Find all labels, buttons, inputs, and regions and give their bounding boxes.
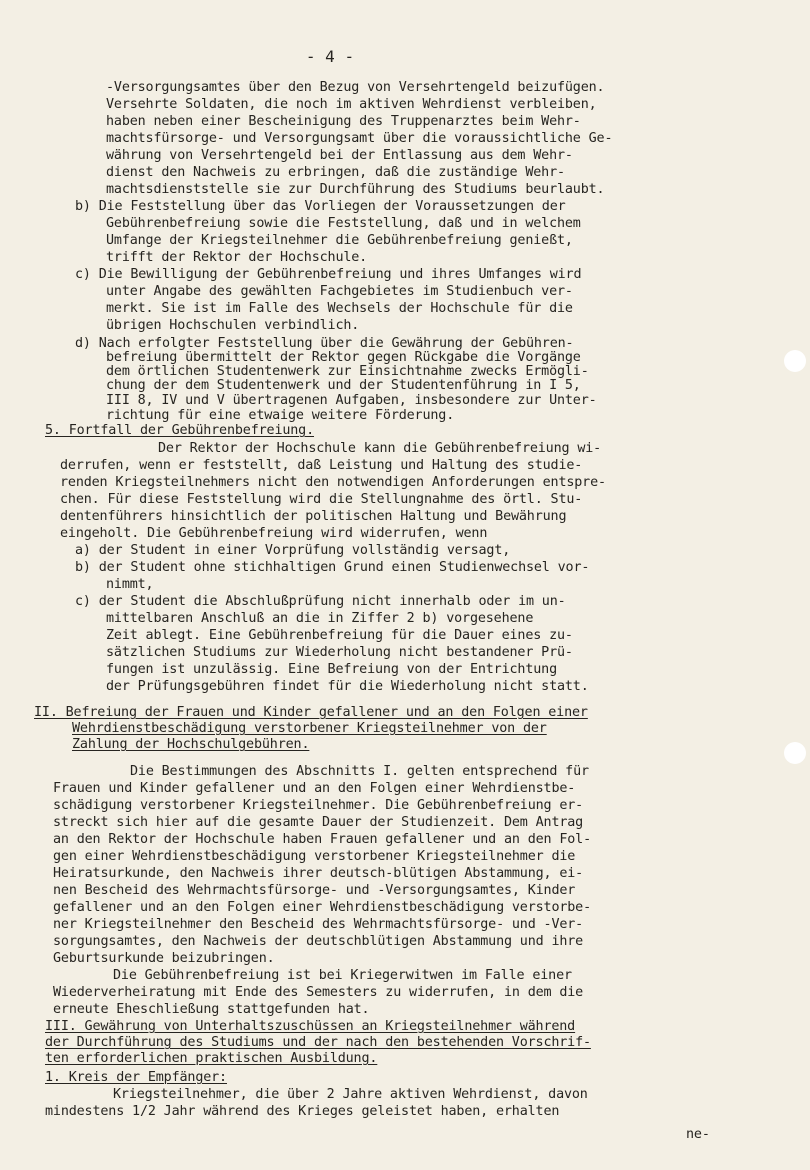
text-line: erneute Eheschließung stattgefunden hat. xyxy=(53,1002,370,1017)
section-heading: III. Gewährung von Unterhaltszuschüssen an Kriegsteilnehmer während xyxy=(45,1019,576,1034)
text-line: eingeholt. Die Gebührenbefreiung wird widerrufen, wenn xyxy=(60,526,488,541)
text-line: haben neben einer Bescheinigung des Truppenarztes beim Wehr- xyxy=(106,114,581,129)
section-heading: Wehrdienstbeschädigung verstorbener Kriegsteilnehmer von der xyxy=(72,721,547,736)
section-heading: II. Befreiung der Frauen und Kinder gefallener und an den Folgen einer xyxy=(34,705,588,720)
text-line: Versehrte Soldaten, die noch im aktiven Wehrdienst verbleiben, xyxy=(106,97,597,112)
text-line: chen. Für diese Feststellung wird die Stellungnahme des örtl. Stu- xyxy=(60,492,583,507)
text-line: dienst den Nachweis zu erbringen, daß die zuständige Wehr- xyxy=(106,165,565,180)
text-line: merkt. Sie ist im Falle des Wechsels der Hochschule für die xyxy=(106,301,573,316)
text-line: machtsfürsorge- und Versorgungsamt über die voraussichtliche Ge- xyxy=(106,131,613,146)
section-heading: Zahlung der Hochschulgebühren. xyxy=(72,737,310,752)
text-line: c) Die Bewilligung der Gebührenbefreiung und ihres Umfanges wird xyxy=(75,267,582,282)
text-line: dem örtlichen Studentenwerk zur Einsichtnahme zwecks Ermögli- xyxy=(106,364,589,379)
text-line: b) der Student ohne stichhaltigen Grund einen Studienwechsel vor- xyxy=(75,560,590,575)
section-heading: 5. Fortfall der Gebührenbefreiung. xyxy=(45,423,315,438)
text-line: trifft der Rektor der Hochschule. xyxy=(106,250,368,265)
text-line: fungen ist unzulässig. Eine Befreiung von der Entrichtung xyxy=(106,662,557,677)
text-line: befreiung übermittelt der Rektor gegen Rückgabe die Vorgänge xyxy=(106,350,581,365)
text-line: mindestens 1/2 Jahr während des Krieges geleistet haben, erhalten xyxy=(45,1104,560,1119)
text-line: Gebührenbefreiung sowie die Feststellung, daß und in welchem xyxy=(106,216,581,231)
text-line: übrigen Hochschulen verbindlich. xyxy=(106,318,360,333)
text-line: derrufen, wenn er feststellt, daß Leistung und Haltung des studie- xyxy=(60,458,583,473)
text-line: Heiratsurkunde, den Nachweis ihrer deutsch-blütigen Abstammung, ei- xyxy=(53,866,584,881)
text-line: gefallener und an den Folgen einer Wehrdienstbeschädigung verstorbe- xyxy=(53,900,592,915)
text-line: gen einer Wehrdienstbeschädigung verstorbener Kriegsteilnehmer die xyxy=(53,849,576,864)
text-line: mittelbaren Anschluß an die in Ziffer 2 b) vorgesehene xyxy=(106,611,534,626)
text-line: sorgungsamtes, den Nachweis der deutschblütigen Abstammung und ihre xyxy=(53,934,584,949)
text-line: unter Angabe des gewählten Fachgebietes im Studienbuch ver- xyxy=(106,284,573,299)
text-line: Frauen und Kinder gefallener und an den Folgen einer Wehrdienstbe- xyxy=(53,781,576,796)
continuation-syllable: ne- xyxy=(686,1127,710,1142)
text-line: Wiederverheiratung mit Ende des Semesters zu widerrufen, in dem die xyxy=(53,985,584,1000)
text-line: ner Kriegsteilnehmer den Bescheid des Wehrmachtsfürsorge- und -Ver- xyxy=(53,917,584,932)
text-line: streckt sich hier auf die gesamte Dauer der Studienzeit. Dem Antrag xyxy=(53,815,584,830)
text-line: renden Kriegsteilnehmers nicht den notwendigen Anforderungen entspre- xyxy=(60,475,606,490)
text-line: dentenführers hinsichtlich der politischen Haltung und Bewährung xyxy=(60,509,567,524)
text-line: nimmt, xyxy=(106,577,154,592)
text-line: c) der Student die Abschlußprüfung nicht innerhalb oder im un- xyxy=(75,594,566,609)
page-number: - 4 - xyxy=(305,47,355,66)
text-line: sätzlichen Studiums zur Wiederholung nicht bestandener Prü- xyxy=(106,645,573,660)
text-line: d) Nach erfolgter Feststellung über die Gewährung der Gebühren- xyxy=(75,336,574,351)
text-line: chung der dem Studentenwerk und der Studentenführung in I 5, xyxy=(106,378,581,393)
text-line: -Versorgungsamtes über den Bezug von Versehrtengeld beizufügen. xyxy=(106,80,605,95)
text-line: schädigung verstorbener Kriegsteilnehmer. Die Gebührenbefreiung er- xyxy=(53,798,584,813)
text-line: b) Die Feststellung über das Vorliegen der Voraussetzungen der xyxy=(75,199,566,214)
text-line: Die Bestimmungen des Abschnitts I. gelten entsprechend für xyxy=(130,764,589,779)
subsection-heading: 1. Kreis der Empfänger: xyxy=(45,1070,227,1085)
text-line: nen Bescheid des Wehrmachtsfürsorge- und -Versorgungsamtes, Kinder xyxy=(53,883,576,898)
text-line: richtung für eine etwaige weitere Förderung. xyxy=(106,408,455,423)
punch-hole xyxy=(784,742,806,764)
text-line: III 8, IV und V übertragenen Aufgaben, insbesondere zur Unter- xyxy=(106,393,597,408)
punch-hole xyxy=(784,350,806,372)
section-heading: der Durchführung des Studiums und der nach den bestehenden Vorschrif- xyxy=(45,1035,591,1050)
text-line: Kriegsteilnehmer, die über 2 Jahre aktiven Wehrdienst, davon xyxy=(113,1087,588,1102)
text-line: Zeit ablegt. Eine Gebührenbefreiung für die Dauer eines zu- xyxy=(106,628,573,643)
text-line: a) der Student in einer Vorprüfung vollständig versagt, xyxy=(75,543,511,558)
text-line: Der Rektor der Hochschule kann die Gebührenbefreiung wi- xyxy=(158,441,602,456)
text-line: Geburtsurkunde beizubringen. xyxy=(53,951,275,966)
text-line: währung von Versehrtengeld bei der Entlassung aus dem Wehr- xyxy=(106,148,573,163)
text-line: machtsdienststelle sie zur Durchführung des Studiums beurlaubt. xyxy=(106,182,605,197)
text-line: Die Gebührenbefreiung ist bei Kriegerwitwen im Falle einer xyxy=(113,968,572,983)
section-heading: ten erforderlichen praktischen Ausbildung. xyxy=(45,1051,378,1066)
text-line: der Prüfungsgebühren findet für die Wiederholung nicht statt. xyxy=(106,679,589,694)
text-line: Umfange der Kriegsteilnehmer die Gebührenbefreiung genießt, xyxy=(106,233,573,248)
text-line: an den Rektor der Hochschule haben Frauen gefallener und an den Fol- xyxy=(53,832,592,847)
